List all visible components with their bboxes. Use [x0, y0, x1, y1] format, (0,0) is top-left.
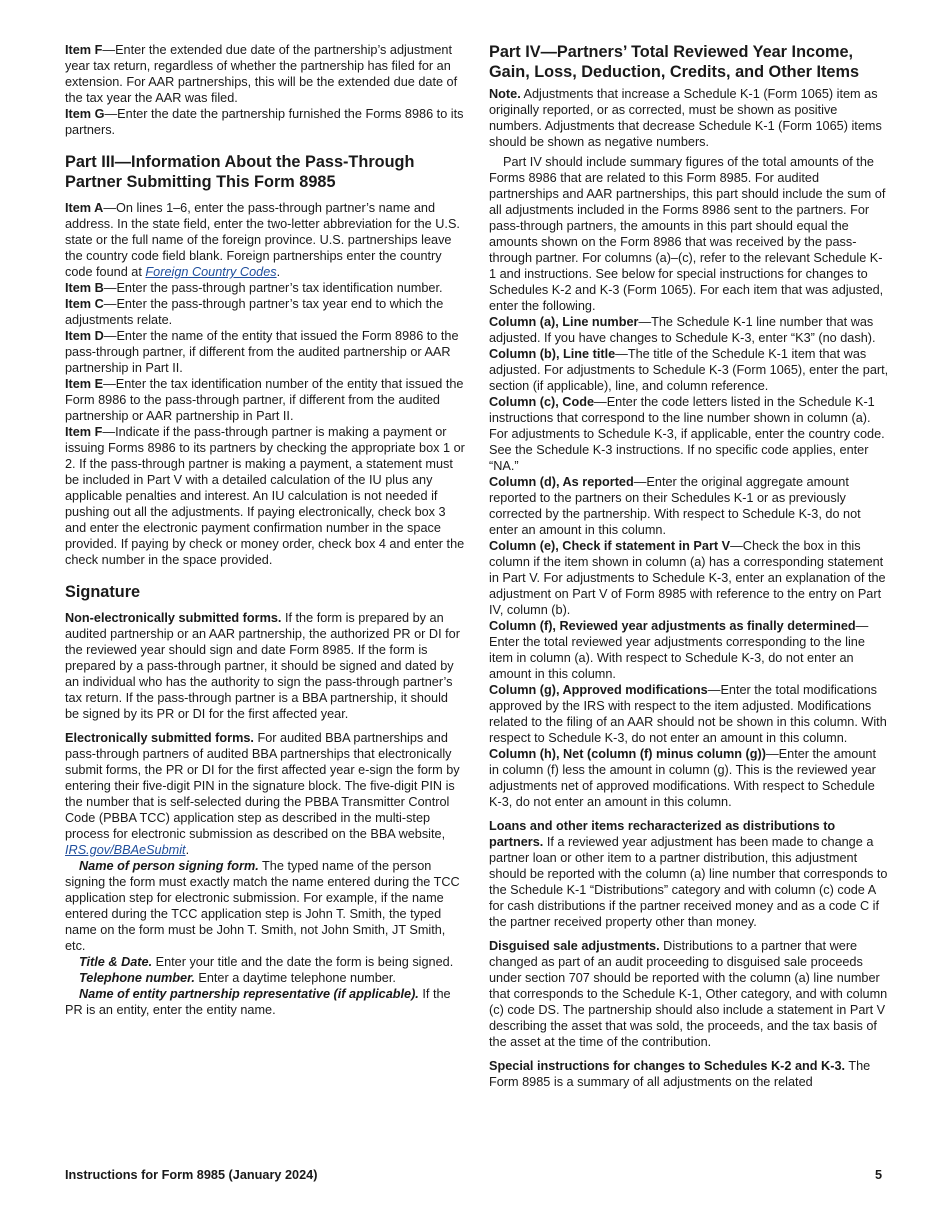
- telephone-text: Enter a daytime telephone number.: [194, 971, 396, 985]
- note-label: Note.: [489, 87, 521, 101]
- column-f-text: —Enter the total reviewed year adjustments corresponding to the line item in column (a). With respect to Schedule K-3, do not enter an amount in this column.: [489, 619, 869, 681]
- foreign-country-codes-link[interactable]: Foreign Country Codes: [145, 265, 277, 279]
- p3-item-f-paragraph: [65, 424, 465, 568]
- loans-paragraph: [489, 818, 889, 930]
- column-e-paragraph: [489, 538, 889, 618]
- p3-item-b-text: —Enter the pass-through partner’s tax identification number.: [103, 281, 443, 295]
- column-d-paragraph: [489, 474, 889, 538]
- right-column: [489, 42, 889, 1090]
- p3-item-e-label: Item E: [65, 377, 104, 391]
- p3-item-d-label: Item D: [65, 329, 104, 343]
- p3-item-b-label: Item B: [65, 281, 104, 295]
- p3-item-d-paragraph: [65, 328, 465, 376]
- item-g-paragraph: [65, 106, 465, 138]
- column-e-text: —Check the box in this column if the item shown in column (a) has a corresponding statement in Part V. For adjustments to Schedule K-3, enter an explanation of the adjustment on Part V of Form 8985 with reference to the entry on Part IV, column (b).: [489, 539, 886, 617]
- special-instructions-paragraph: [489, 1058, 889, 1090]
- disguised-sale-label: Disguised sale adjustments.: [489, 939, 660, 953]
- entity-pr-text: If the PR is an entity, enter the entity name.: [65, 987, 451, 1017]
- p3-item-a-text: —On lines 1–6, enter the pass-through partner’s name and address. In the state field, enter the two-letter abbreviation for the U.S. state or the full name of the foreign province. U.S. partnerships leave the country code field blank. Foreign partnerships enter the country code found at: [65, 201, 460, 279]
- column-d-text: —Enter the original aggregate amount reported to the partners on their Schedules K-1 or as previously corrected by the partnership. With respect to Schedule K-3, do not enter an amount in this column.: [489, 475, 861, 537]
- name-signing-text: The typed name of the person signing the form must exactly match the name entered during the TCC application step for electronic submission. For example, if the name entered during the TCC application step is John T. Smith, the typed name on the form must be John T. Smith, not John Smith, JT Smith, etc.: [65, 859, 460, 953]
- column-h-paragraph: [489, 746, 889, 810]
- entity-pr-paragraph: [65, 986, 465, 1018]
- item-f-label: Item F: [65, 43, 103, 57]
- page-number: 5: [875, 1168, 883, 1182]
- title-date-label: Title & Date.: [79, 955, 153, 969]
- p3-item-a-label: Item A: [65, 201, 104, 215]
- p3-item-c-paragraph: [65, 296, 465, 328]
- loans-label: Loans and other items recharacterized as distributions to partners.: [489, 819, 836, 849]
- p3-item-a-end: .: [276, 265, 281, 279]
- p3-item-f-label: Item F: [65, 425, 103, 439]
- elec-end: .: [185, 843, 190, 857]
- part-iii-heading: Part III—Information About the Pass-Through Partner Submitting This Form 8985: [65, 153, 415, 191]
- special-instructions-label: Special instructions for changes to Schedules K-2 and K-3.: [489, 1059, 846, 1073]
- elec-text: For audited BBA partnerships and pass-through partners of audited BBA partnerships that electronically submit forms, the PR or DI for the first affected year e-sign the form by entering their five-digit PIN in the signature block. The five-digit PIN is the number that is self-selected during the PBBA Transmitter Control Code (PBBA TCC) application step as described in the multi-step process for electronic submission as described on the BBA website,: [65, 731, 460, 841]
- elec-label: Electronically submitted forms.: [65, 731, 254, 745]
- column-c-paragraph: [489, 394, 889, 474]
- note-paragraph: [489, 86, 889, 150]
- column-a-text: —The Schedule K-1 line number that was adjusted. If you have changes to Schedule K-3, enter “K3” (no dash).: [489, 315, 876, 345]
- column-d-label: Column (d), As reported: [489, 475, 634, 489]
- column-c-text: —Enter the code letters listed in the Schedule K-1 instructions that correspond to the line number shown in column (a). For adjustments to Schedule K-3, if applicable, enter the country code. See the Schedule K-3 instructions. If no specific code applies, enter “NA.”: [489, 395, 885, 473]
- telephone-label: Telephone number.: [79, 971, 195, 985]
- note-text: Adjustments that increase a Schedule K-1 (Form 1065) item as originally reported, or as corrected, must be shown as positive numbers. Adjustments that decrease Schedule K-1 (Form 1065) items should be shown as negative numbers.: [489, 87, 882, 149]
- column-c-label: Column (c), Code: [489, 395, 595, 409]
- disguised-sale-text: Distributions to a partner that were changed as part of an audit proceeding to disguised sale proceeds under section 707 should be reported with the column (a) line number that corresponds to the Schedule K-1, Other category, and with column (c) code DS. The partnership should also include a statement in Part V describing the asset that was sold, the proceeds, and the tax basis of the asset at the time of the contribution.: [489, 939, 888, 1049]
- entity-pr-label: Name of entity partnership representative (if applicable).: [79, 987, 419, 1001]
- p3-item-f-text: —Indicate if the pass-through partner is making a payment or issuing Forms 8986 to its partners by checking the appropriate box 1 or 2. If the pass-through partner is making a payment, a statement must be included in Part V with a detailed calculation of the IU plus any applicable penalties and interest. An IU calculation is not needed if pushing out all the adjustments. If paying electronically, check box 3 and enter the electronic payment confirmation number in the space provided. If paying by check or money order, check box 4 and enter the check number in the space provided.: [65, 425, 465, 567]
- part-iv-heading: Part IV—Partners’ Total Reviewed Year Income, Gain, Loss, Deduction, Credits, and Other Items: [489, 43, 860, 81]
- p3-item-b-paragraph: [65, 280, 465, 296]
- nonelec-label: Non-electronically submitted forms.: [65, 611, 282, 625]
- column-g-paragraph: [489, 682, 889, 746]
- p3-item-e-text: —Enter the tax identification number of the entity that issued the Form 8986 to the pass-through partner, if different from the audited partnership or AAR partnership in Part II.: [65, 377, 464, 423]
- p3-item-d-text: —Enter the name of the entity that issued the Form 8986 to the pass-through partner, if different from the audited partnership or AAR partnership in Part II.: [65, 329, 459, 375]
- bba-esubmit-link[interactable]: IRS.gov/BBAeSubmit: [65, 843, 186, 857]
- column-a-paragraph: [489, 314, 889, 346]
- name-signing-paragraph: [65, 858, 465, 954]
- telephone-paragraph: [65, 970, 465, 986]
- title-date-text: Enter your title and the date the form is being signed.: [152, 955, 454, 969]
- column-g-label: Column (g), Approved modifications: [489, 683, 708, 697]
- column-b-label: Column (b), Line title: [489, 347, 616, 361]
- p3-item-a-paragraph: [65, 200, 465, 280]
- column-b-text: —The title of the Schedule K-1 item that was adjusted. For adjustments to Schedule K-3 (Form 1065), enter the part, section (if applicable), line, and column reference.: [489, 347, 889, 393]
- p3-item-c-label: Item C: [65, 297, 104, 311]
- column-b-paragraph: [489, 346, 889, 394]
- item-f-text: —Enter the extended due date of the partnership’s adjustment year tax return, regardless of whether the partnership has filed for an extension. For AAR partnerships, this will be the extended due date of the tax year the AAR was filed.: [65, 43, 458, 105]
- column-e-label: Column (e), Check if statement in Part V: [489, 539, 731, 553]
- column-f-paragraph: [489, 618, 889, 682]
- title-date-paragraph: [65, 954, 465, 970]
- item-g-text: —Enter the date the partnership furnished the Forms 8986 to its partners.: [65, 107, 464, 137]
- item-f-paragraph: [65, 42, 465, 106]
- column-g-text: —Enter the total modifications approved by the IRS with respect to the item adjusted. Modifications related to the filing of an AAR should not be shown in this column. With respect to Schedule K-3, do not enter an amount in this column.: [489, 683, 887, 745]
- special-instructions-text: The Form 8985 is a summary of all adjustments on the related: [489, 1059, 871, 1089]
- loans-text: If a reviewed year adjustment has been made to change a partner loan or other item to a partner distribution, this adjustment should be reported with the column (a) line number that corresponds to the Schedule K-1 “Distributions” category and with column (c) code A for cash distributions if the partner received money and as a code C if the partner received property other than money.: [489, 835, 888, 929]
- p3-item-e-paragraph: [65, 376, 465, 424]
- column-f-label: Column (f), Reviewed year adjustments as finally determined: [489, 619, 856, 633]
- item-g-label: Item G: [65, 107, 105, 121]
- signature-heading: Signature: [65, 583, 141, 601]
- nonelec-text: If the form is prepared by an audited partnership or an AAR partnership, the authorized PR or DI for the reviewed year should sign and date Form 8985. If the form is prepared by a pass-through partner, it should be signed and dated by an individual who has the authority to sign the pass-through partner’s tax return. If the pass-through partner is a BBA partnership, it should be signed by its PR or DI for the first affected year.: [65, 611, 460, 721]
- part-iv-summary-paragraph: Part IV should include summary figures of the total amounts of the Forms 8986 that are related to this Form 8985. For audited partnerships and AAR partnerships, this part should include the sum of all adjustments included in the Forms 8986 sent to the partners. For pass-through partners, the amounts in this part should equal the amounts shown on the Form 8986 that was received by the pass-through partner. For columns (a)–(c), refer to the relevant Schedule K-1 and instructions. See below for special instructions for changes to Schedules K-2 and K-3 (Form 1065). For each item that was adjusted, enter the following.: [489, 155, 886, 313]
- name-signing-label: Name of person signing form.: [79, 859, 259, 873]
- left-column: [65, 42, 465, 1018]
- column-h-label: Column (h), Net (column (f) minus column (g)): [489, 747, 766, 761]
- p3-item-c-text: —Enter the pass-through partner’s tax year end to which the adjustments relate.: [65, 297, 444, 327]
- disguised-sale-paragraph: [489, 938, 889, 1050]
- column-h-text: —Enter the amount in column (f) less the amount in column (g). This is the reviewed year adjustments net of approved modifications. With respect to Schedule K-3, do not enter an amount in this column.: [489, 747, 877, 809]
- nonelec-paragraph: [65, 610, 465, 722]
- column-a-label: Column (a), Line number: [489, 315, 639, 329]
- footer-title: Instructions for Form 8985 (January 2024): [65, 1168, 318, 1182]
- elec-paragraph: [65, 730, 465, 858]
